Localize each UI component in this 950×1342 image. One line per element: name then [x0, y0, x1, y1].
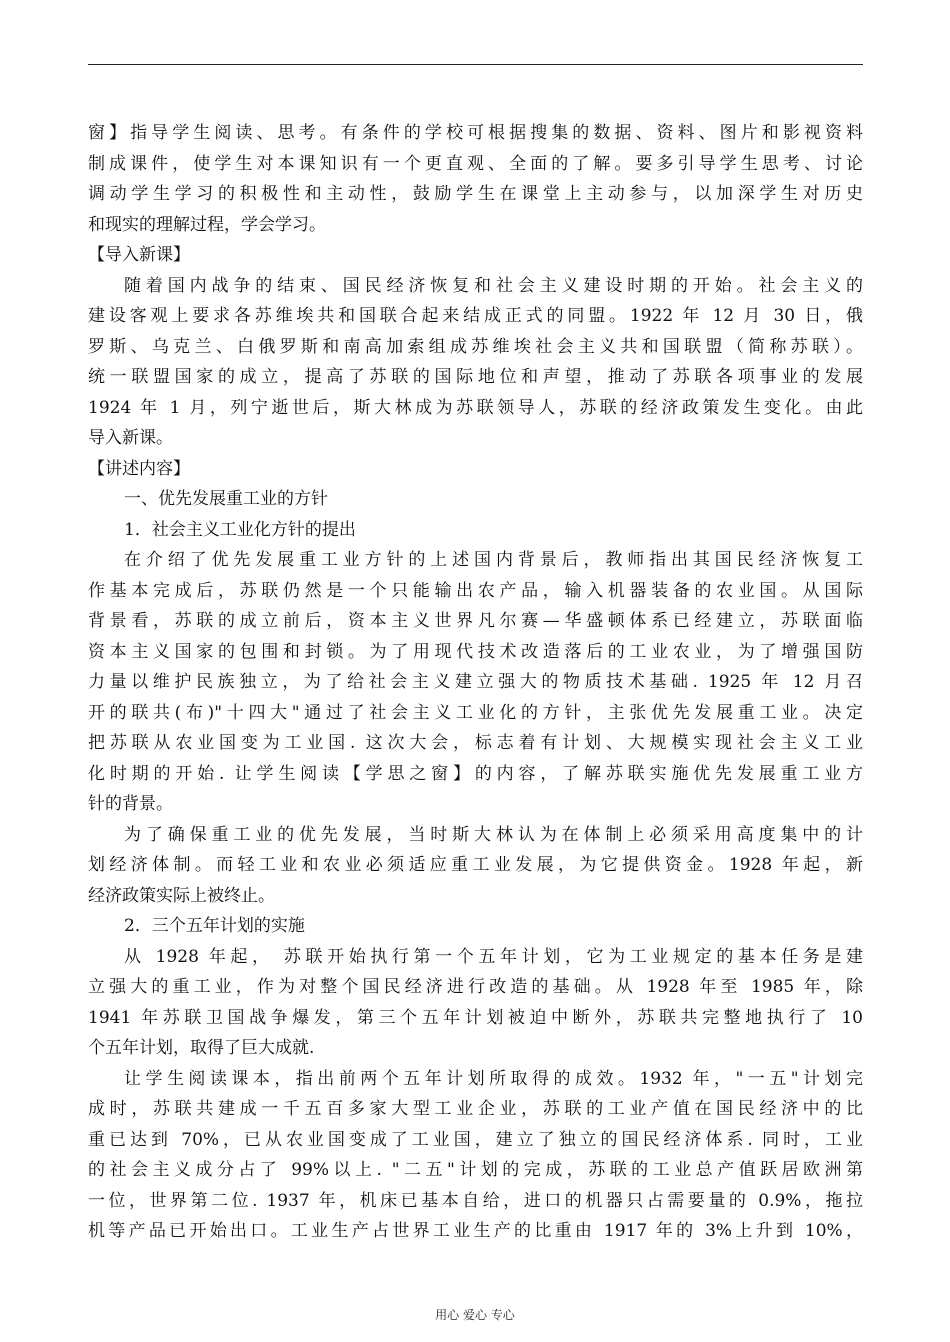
text-line: 导入新课。 — [88, 428, 173, 448]
text-line: 个五年计划，取得了巨大成就. — [88, 1038, 315, 1058]
text-line: 2．三个五年计划的实施 — [124, 916, 305, 936]
text-line: 作基本完成后，苏联仍然是一个只能输出农产品，输入机器装备的农业国。从国际 — [88, 580, 863, 601]
text-line: 化时期的开始. 让学生阅读【学思之窗】的内容，了解苏联实施优先发展重工业方 — [88, 763, 863, 784]
text-line: 力量以维护民族独立，为了给社会主义建立强大的物质技术基础. 1925 年 12 月召 — [88, 672, 863, 692]
text-line: 划经济体制。而轻工业和农业必须适应重工业发展，为它提供资金。1928 年起，新 — [88, 855, 863, 875]
text-line: 经济政策实际上被终止。 — [88, 885, 275, 906]
text-line: 针的背景。 — [88, 794, 173, 814]
text-line: 成时，苏联共建成一千五百多家大型工业企业，苏联的工业产值在国民经济中的比 — [88, 1099, 863, 1119]
text-line: 罗斯、乌克兰、白俄罗斯和南高加索组成苏维埃社会主义共和国联盟（简称苏联）。 — [88, 336, 863, 357]
text-line: 从 1928 年起， 苏联开始执行第一个五年计划，它为工业规定的基本任务是建 — [124, 946, 863, 967]
text-line: 的社会主义成分占了 99%以上. "二五"计划的完成，苏联的工业总产值跃居欧洲第 — [88, 1160, 863, 1180]
text-line: 为了确保重工业的优先发展，当时斯大林认为在体制上必须采用高度集中的计 — [124, 824, 863, 845]
text-line: 【讲述内容】 — [88, 458, 190, 479]
text-line: 让学生阅读课本，指出前两个五年计划所取得的成效。1932 年，"一五"计划完 — [124, 1068, 863, 1089]
text-line: 和现实的理解过程，学会学习。 — [88, 214, 326, 235]
text-line: 建设客观上要求各苏维埃共和国联合起来结成正式的同盟。1922 年 12 月 30 日，俄 — [88, 306, 863, 326]
document-body — [88, 118, 863, 1247]
text-line: 调动学生学习的积极性和主动性，鼓励学生在课堂上主动参与，以加深学生对历史 — [88, 184, 863, 204]
text-line: 开的联共(布)"十四大"通过了社会主义工业化的方针，主张优先发展重工业。决定 — [88, 702, 863, 723]
text-line: 在介绍了优先发展重工业方针的上述国内背景后，教师指出其国民经济恢复工 — [124, 550, 863, 570]
text-line: 窗】指导学生阅读、思考。有条件的学校可根据搜集的数据、资料、图片和影视资料 — [88, 123, 863, 143]
text-line: 制成课件，使学生对本课知识有一个更直观、全面的了解。要多引导学生思考、讨论 — [88, 153, 863, 174]
text-line: 一位，世界第二位. 1937 年，机床已基本自给，进口的机器只占需要量的 0.9%，拖拉 — [88, 1190, 863, 1211]
text-line: 资本主义国家的包围和封锁。为了用现代技术改造落后的工业农业，为了增强国防 — [88, 641, 863, 662]
text-line: 重已达到 70%，已从农业国变成了工业国，建立了独立的国民经济体系. 同时，工业 — [88, 1129, 863, 1150]
text-line: 1924 年 1 月，列宁逝世后，斯大林成为苏联领导人，苏联的经济政策发生变化。由此 — [88, 397, 863, 418]
text-line: 一、优先发展重工业的方针 — [124, 489, 328, 509]
text-line: 1941 年苏联卫国战争爆发，第三个五年计划被迫中断外，苏联共完整地执行了 10 — [88, 1007, 863, 1028]
text-line: 背景看，苏联的成立前后，资本主义世界凡尔赛—华盛顿体系已经建立，苏联面临 — [88, 611, 863, 631]
text-line: 机等产品已开始出口。工业生产占世界工业生产的比重由 1917 年的 3%上升到 10%， — [88, 1221, 863, 1241]
text-line: 统一联盟国家的成立，提高了苏联的国际地位和声望，推动了苏联各项事业的发展 — [88, 367, 863, 387]
text-line: 把苏联从农业国变为工业国. 这次大会，标志着有计划、大规模实现社会主义工业 — [88, 733, 863, 753]
text-line: 随着国内战争的结束、国民经济恢复和社会主义建设时期的开始。社会主义的 — [124, 275, 863, 296]
header-rule — [88, 64, 863, 65]
text-line: 【导入新课】 — [88, 245, 190, 265]
text-line: 立强大的重工业，作为对整个国民经济进行改造的基础。从 1928 年至 1985 年，除 — [88, 977, 863, 997]
page-footer: 用心 爱心 专心 — [435, 1308, 515, 1322]
text-line: 1．社会主义工业化方针的提出 — [124, 519, 356, 540]
